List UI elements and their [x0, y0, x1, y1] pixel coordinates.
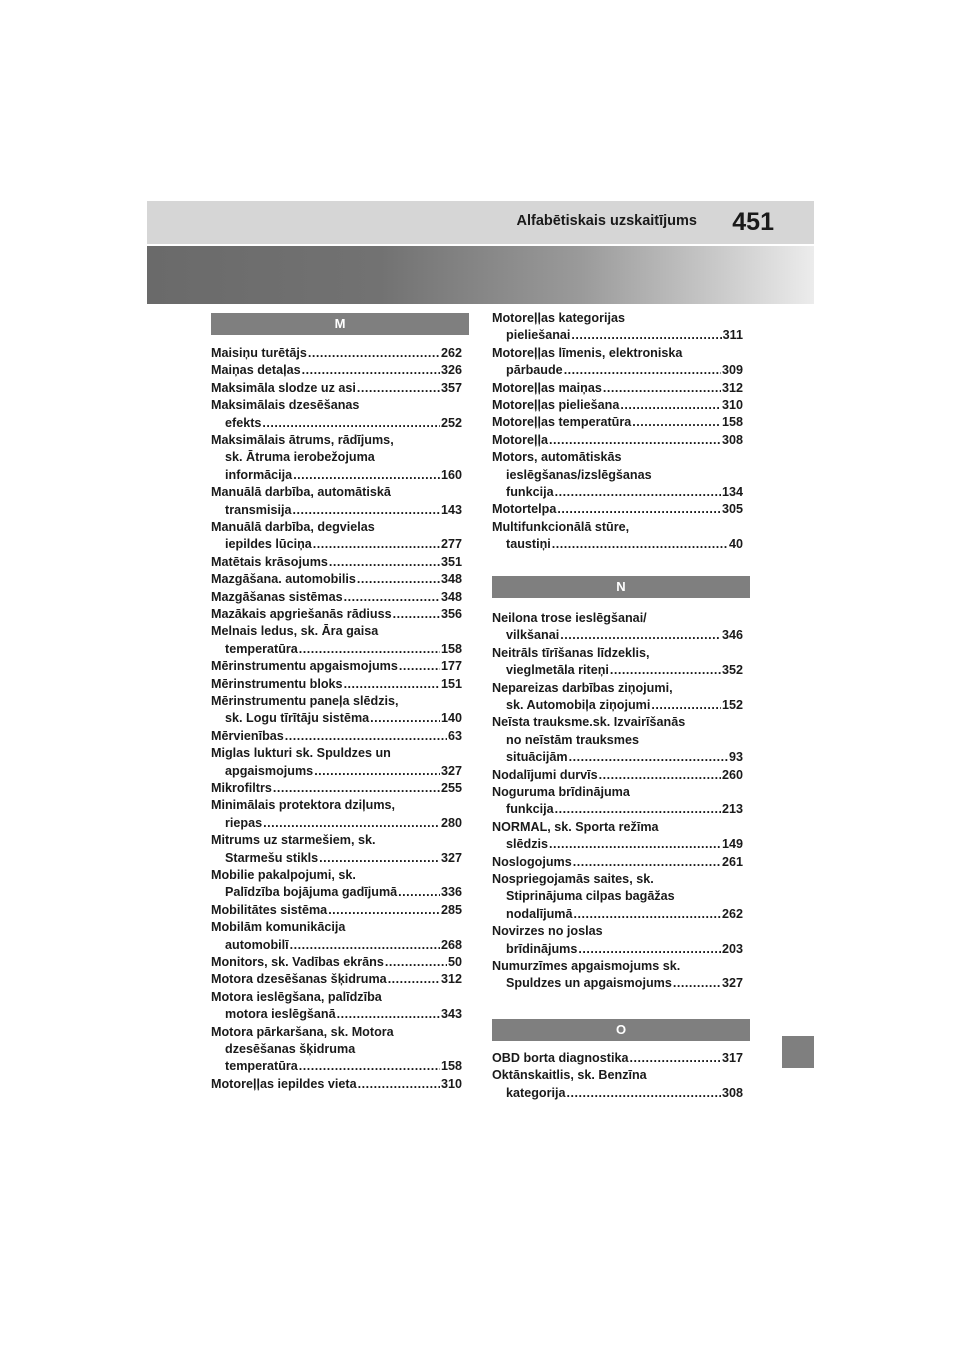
- index-entry-page: 262: [721, 906, 743, 921]
- index-entry: [492, 645, 743, 680]
- dot-leader: [314, 763, 440, 780]
- index-entry: [211, 658, 462, 675]
- index-entry-text: Mazgāšanas sistēmas: [211, 589, 343, 604]
- index-entry: [211, 432, 462, 484]
- index-entry-page: 262: [440, 346, 462, 360]
- index-entry-text: Mērvienības: [211, 728, 284, 743]
- index-entry-page: 140: [440, 711, 462, 726]
- index-entry-text: Minimālais protektora dziļums,: [211, 798, 396, 813]
- index-entry-page: 336: [440, 885, 462, 900]
- index-entry-text: riepas: [225, 815, 263, 830]
- dot-leader: [573, 854, 721, 871]
- index-entry-text: Multifunkcionālā stūre,: [492, 519, 630, 534]
- index-entry-text: Oktānskaitlis, sk. Benzīna: [492, 1068, 647, 1083]
- index-entry-text: Mobilitātes sistēma: [211, 902, 328, 917]
- index-entry: [492, 610, 743, 645]
- dot-leader: [567, 1085, 721, 1102]
- index-entry: [492, 854, 743, 871]
- index-entry-text: Mitrums uz starmešiem, sk.: [211, 833, 376, 848]
- index-entry: [211, 623, 462, 658]
- index-entry-text: vieglmetāla riteņi: [506, 663, 609, 678]
- index-entry-page: 285: [440, 902, 462, 917]
- index-entry-text: sk. Logu tīrītāju sistēma: [225, 711, 370, 726]
- index-entry-text: Motoreļļas iepildes vieta: [211, 1076, 357, 1091]
- index-entry-text: NORMAL, sk. Sporta režīma: [492, 819, 659, 834]
- index-entry-text: Mikrofiltrs: [211, 781, 272, 795]
- index-entry-page: 151: [440, 676, 462, 691]
- index-entry: [492, 397, 743, 414]
- index-entry-text: dzesēšanas šķidruma: [225, 1042, 356, 1056]
- dot-leader: [673, 975, 721, 992]
- index-entry: [211, 867, 462, 902]
- index-entry-page: 40: [728, 537, 743, 552]
- index-entry-page: 260: [721, 767, 743, 782]
- index-entry-text: Neīsta trauksme.sk. Izvairīšanās: [492, 715, 686, 730]
- dot-leader: [564, 362, 721, 379]
- index-entry: [211, 606, 462, 623]
- index-entry-text: brīdinājums: [506, 941, 578, 956]
- dot-leader: [302, 362, 440, 379]
- dot-leader: [398, 884, 440, 901]
- index-entry-text: Mērinstrumentu paneļa slēdzis,: [211, 694, 399, 708]
- index-entry: [492, 958, 743, 993]
- index-entry: [211, 971, 462, 988]
- page-header: [147, 201, 814, 244]
- index-entry: [492, 432, 743, 449]
- index-entry: [492, 819, 743, 854]
- index-entry-text: funkcija: [506, 485, 554, 499]
- index-entry-text: Mērinstrumentu bloks: [211, 676, 343, 691]
- dot-leader: [571, 327, 721, 344]
- index-entry-text: Motora dzesēšanas šķidruma: [211, 972, 387, 987]
- index-entry: [211, 484, 462, 519]
- dot-leader: [344, 589, 440, 606]
- dot-leader: [358, 1076, 440, 1093]
- dot-leader: [293, 502, 440, 519]
- index-entry-page: 203: [721, 941, 743, 956]
- index-entry-text: Palīdzība bojājuma gadījumā: [225, 885, 398, 900]
- dot-leader: [399, 658, 440, 675]
- index-entry-text: Motora pārkaršana, sk. Motora: [211, 1024, 394, 1039]
- dot-leader: [629, 1050, 721, 1067]
- index-entry-page: 343: [440, 1007, 462, 1022]
- index-entry-page: 312: [721, 380, 743, 395]
- index-entry-page: 308: [721, 1085, 743, 1100]
- index-entry: [492, 1067, 743, 1102]
- index-entry-page: 143: [440, 502, 462, 517]
- index-entry-text: situācijām: [506, 750, 568, 765]
- dot-leader: [308, 345, 440, 362]
- index-entry-text: Maksimāla slodze uz asi: [211, 380, 356, 395]
- index-entry: [211, 902, 462, 919]
- index-entry-page: 317: [721, 1051, 743, 1065]
- index-entry-text: Motoreļļa: [492, 432, 548, 447]
- index-entry: [211, 797, 462, 832]
- dot-leader: [388, 971, 440, 988]
- dot-leader: [578, 941, 721, 958]
- index-entry-page: 158: [721, 415, 743, 430]
- page-number: 451: [732, 208, 774, 236]
- index-entry-text: Nodalījumi durvīs: [492, 767, 598, 782]
- dot-leader: [319, 850, 440, 867]
- dot-leader: [610, 662, 721, 679]
- index-entry-text: apgaismojums: [225, 763, 314, 778]
- index-entry: [492, 1050, 743, 1067]
- index-entry-text: pieliešanai: [506, 328, 571, 343]
- index-entry: [492, 449, 743, 501]
- index-entry-text: vilkšanai: [506, 628, 560, 643]
- index-entry-text: Mērinstrumentu apgaismojums: [211, 659, 398, 674]
- dot-leader: [299, 641, 440, 658]
- index-entry-text: temperatūra: [225, 641, 298, 656]
- index-entry: [492, 345, 743, 380]
- index-entry-text: Mobilie pakalpojumi, sk.: [211, 868, 356, 882]
- index-entry-text: pārbaude: [506, 363, 563, 378]
- index-entry: [211, 954, 462, 971]
- index-entry-page: 280: [440, 815, 462, 830]
- index-entry-text: sk. Ātruma ierobežojuma: [225, 450, 375, 465]
- index-entry-text: funkcija: [506, 802, 554, 817]
- section-header-n: N: [492, 576, 750, 598]
- index-entry: [492, 923, 743, 958]
- index-entry-page: 134: [721, 485, 743, 499]
- index-entry-page: 252: [440, 415, 462, 430]
- index-entry: [211, 780, 462, 797]
- index-entry-page: 312: [440, 972, 462, 987]
- index-entry-page: 213: [721, 802, 743, 817]
- index-entry-page: 149: [721, 837, 743, 852]
- dot-leader: [557, 501, 721, 518]
- index-entry: [492, 310, 743, 345]
- index-entry: [492, 501, 743, 518]
- index-entry-page: 158: [440, 1059, 462, 1074]
- dot-leader: [329, 554, 440, 571]
- index-entry-text: Matētais krāsojums: [211, 554, 328, 569]
- dot-leader: [337, 1006, 440, 1023]
- dot-leader: [552, 536, 728, 553]
- index-entry-page: 268: [440, 937, 462, 952]
- index-entry-text: ieslēgšanas/izslēgšanas: [506, 467, 652, 482]
- index-entry-text: nodalījumā: [506, 906, 573, 921]
- dot-leader: [560, 627, 721, 644]
- index-entry: [211, 728, 462, 745]
- index-entry-text: Maksimālais dzesēšanas: [211, 398, 360, 413]
- index-entry-text: Monitors, sk. Vadības ekrāns: [211, 955, 384, 969]
- index-entry-text: kategorija: [506, 1085, 566, 1100]
- index-entry-page: 255: [440, 781, 462, 795]
- dot-leader: [569, 749, 728, 766]
- index-entry-page: 277: [440, 537, 462, 552]
- index-entry-text: motora ieslēgšanā: [225, 1007, 336, 1022]
- section-header-m: M: [211, 313, 469, 335]
- index-entry: [211, 362, 462, 379]
- index-entry-text: Numurzīmes apgaismojums sk.: [492, 959, 681, 973]
- section-header-o: O: [492, 1019, 750, 1041]
- index-entry-text: Motoreļļas līmenis, elektroniska: [492, 345, 683, 360]
- decorative-gradient-band: [147, 246, 814, 304]
- index-entry-page: 308: [721, 432, 743, 447]
- index-entry: [492, 380, 743, 397]
- index-entry-page: 352: [721, 663, 743, 678]
- index-entry: [211, 554, 462, 571]
- index-entry-text: Motoreļļas kategorijas: [492, 311, 625, 325]
- index-entry-page: 356: [440, 607, 462, 621]
- index-entry-text: Mazākais apgriešanās rādiuss: [211, 607, 392, 621]
- index-entry: [211, 345, 462, 362]
- dot-leader: [603, 380, 721, 397]
- index-entry-text: Nepareizas darbības ziņojumi,: [492, 680, 673, 695]
- index-entry-text: Neitrāls tīrīšanas līdzeklis,: [492, 645, 650, 660]
- index-entry: [492, 871, 743, 923]
- dot-leader: [293, 467, 440, 484]
- index-entry: [211, 693, 462, 728]
- index-entry: [211, 745, 462, 780]
- index-entry: [211, 832, 462, 867]
- index-entry-page: 50: [447, 955, 462, 969]
- index-entry-page: 327: [440, 850, 462, 865]
- index-entry-text: slēdzis: [506, 837, 548, 852]
- index-entry: [211, 380, 462, 397]
- dot-leader: [573, 906, 721, 923]
- index-entry-text: Motoreļļas pieliešana: [492, 398, 620, 412]
- index-entry-page: 327: [440, 763, 462, 778]
- dot-leader: [632, 414, 721, 431]
- index-entry-page: 177: [440, 659, 462, 674]
- dot-leader: [262, 415, 440, 432]
- index-entry-page: 346: [721, 628, 743, 643]
- index-entry-text: Neilona trose ieslēgšanai/: [492, 611, 647, 625]
- index-entry-text: Maksimālais ātrums, rādījums,: [211, 433, 394, 447]
- index-entry-text: Motoreļļas maiņas: [492, 380, 602, 395]
- index-entry-page: 160: [440, 467, 462, 482]
- index-entry-text: Starmešu stikls: [225, 850, 319, 865]
- index-entry: [211, 676, 462, 693]
- dot-leader: [599, 767, 721, 784]
- index-entry-page: 310: [440, 1076, 462, 1091]
- index-entry: [492, 767, 743, 784]
- index-entry: [211, 571, 462, 588]
- index-entry-text: Motortelpa: [492, 502, 557, 517]
- index-entry-text: Maisiņu turētājs: [211, 346, 307, 360]
- index-entry-page: 309: [721, 363, 743, 378]
- dot-leader: [555, 801, 721, 818]
- index-entry-text: Nospriegojamās saites, sk.: [492, 872, 654, 886]
- index-entry-page: 93: [728, 750, 743, 765]
- index-entry-page: 327: [721, 976, 743, 991]
- dot-leader: [263, 815, 440, 832]
- dot-leader: [651, 697, 721, 714]
- header-title: Alfabētiskais uzskaitījums: [516, 213, 697, 229]
- index-entry-text: Novirzes no joslas: [492, 924, 603, 939]
- dot-leader: [290, 937, 440, 954]
- index-entry-text: temperatūra: [225, 1059, 298, 1074]
- dot-leader: [273, 780, 440, 797]
- dot-leader: [620, 397, 721, 414]
- index-entry-text: Spuldzes un apgaismojums: [506, 976, 672, 991]
- dot-leader: [328, 902, 440, 919]
- index-entry-text: Maiņas detaļas: [211, 363, 301, 378]
- dot-leader: [313, 536, 440, 553]
- index-entry: [211, 989, 462, 1024]
- index-entry-page: 310: [721, 398, 743, 412]
- index-entry-page: 305: [721, 502, 743, 517]
- index-entry: [492, 680, 743, 715]
- index-entry: [492, 414, 743, 431]
- dot-leader: [549, 836, 721, 853]
- index-entry-text: Manuālā darbība, automātiskā: [211, 485, 391, 500]
- index-entry-text: Stiprinājuma cilpas bagāžas: [506, 889, 675, 904]
- index-entry-text: Miglas lukturi sk. Spuldzes un: [211, 746, 391, 761]
- index-entry: [211, 1076, 462, 1093]
- index-entry-text: sk. Automobiļa ziņojumi: [506, 698, 651, 712]
- index-entry-text: taustiņi: [506, 537, 551, 552]
- index-entry-text: Motora ieslēgšana, palīdzība: [211, 989, 382, 1004]
- index-entry-page: 357: [440, 380, 462, 395]
- index-entry-text: informācija: [225, 467, 293, 482]
- index-entry-page: 348: [440, 572, 462, 587]
- index-entry-page: 348: [440, 589, 462, 604]
- index-entry-text: transmisija: [225, 502, 292, 517]
- dot-leader: [555, 484, 721, 501]
- dot-leader: [285, 728, 447, 745]
- dot-leader: [549, 432, 721, 449]
- dot-leader: [344, 676, 440, 693]
- thumb-index-tab: [782, 1036, 814, 1068]
- dot-leader: [357, 571, 440, 588]
- index-entry: [211, 919, 462, 954]
- index-entry-text: Manuālā darbība, degvielas: [211, 520, 375, 534]
- dot-leader: [299, 1058, 440, 1075]
- index-entry-text: Motoreļļas temperatūra: [492, 415, 632, 430]
- index-entry-text: automobilī: [225, 937, 289, 952]
- index-entry-text: Noslogojums: [492, 854, 572, 869]
- index-entry-text: Noguruma brīdinājuma: [492, 785, 630, 799]
- index-entry-page: 63: [447, 728, 462, 743]
- index-entry-text: Mobilām komunikācija: [211, 920, 346, 935]
- index-entry: [211, 1024, 462, 1076]
- index-entry: [492, 519, 743, 554]
- index-entry-text: iepildes lūciņa: [225, 537, 312, 552]
- index-entry-page: 351: [440, 554, 462, 569]
- index-entry-text: no neīstām trauksmes: [506, 732, 639, 747]
- index-entry: [211, 397, 462, 432]
- index-entry: [492, 784, 743, 819]
- index-entry-page: 158: [440, 641, 462, 656]
- index-entry: [211, 589, 462, 606]
- index-entry-text: OBD borta diagnostika: [492, 1051, 629, 1065]
- index-entry-text: Mazgāšana. automobilis: [211, 572, 356, 587]
- index-entry-text: efekts: [225, 415, 262, 430]
- index-entry-text: Melnais ledus, sk. Āra gaisa: [211, 624, 379, 639]
- index-entry: [492, 714, 743, 766]
- index-entry: [211, 519, 462, 554]
- index-entry-text: Motors, automātiskās: [492, 450, 622, 465]
- index-entry-page: 326: [440, 363, 462, 378]
- index-entry-page: 261: [721, 854, 743, 869]
- index-entry-page: 152: [721, 698, 743, 712]
- dot-leader: [393, 606, 440, 623]
- index-entry-page: 311: [722, 328, 743, 343]
- dot-leader: [385, 954, 447, 971]
- dot-leader: [370, 710, 440, 727]
- dot-leader: [357, 380, 440, 397]
